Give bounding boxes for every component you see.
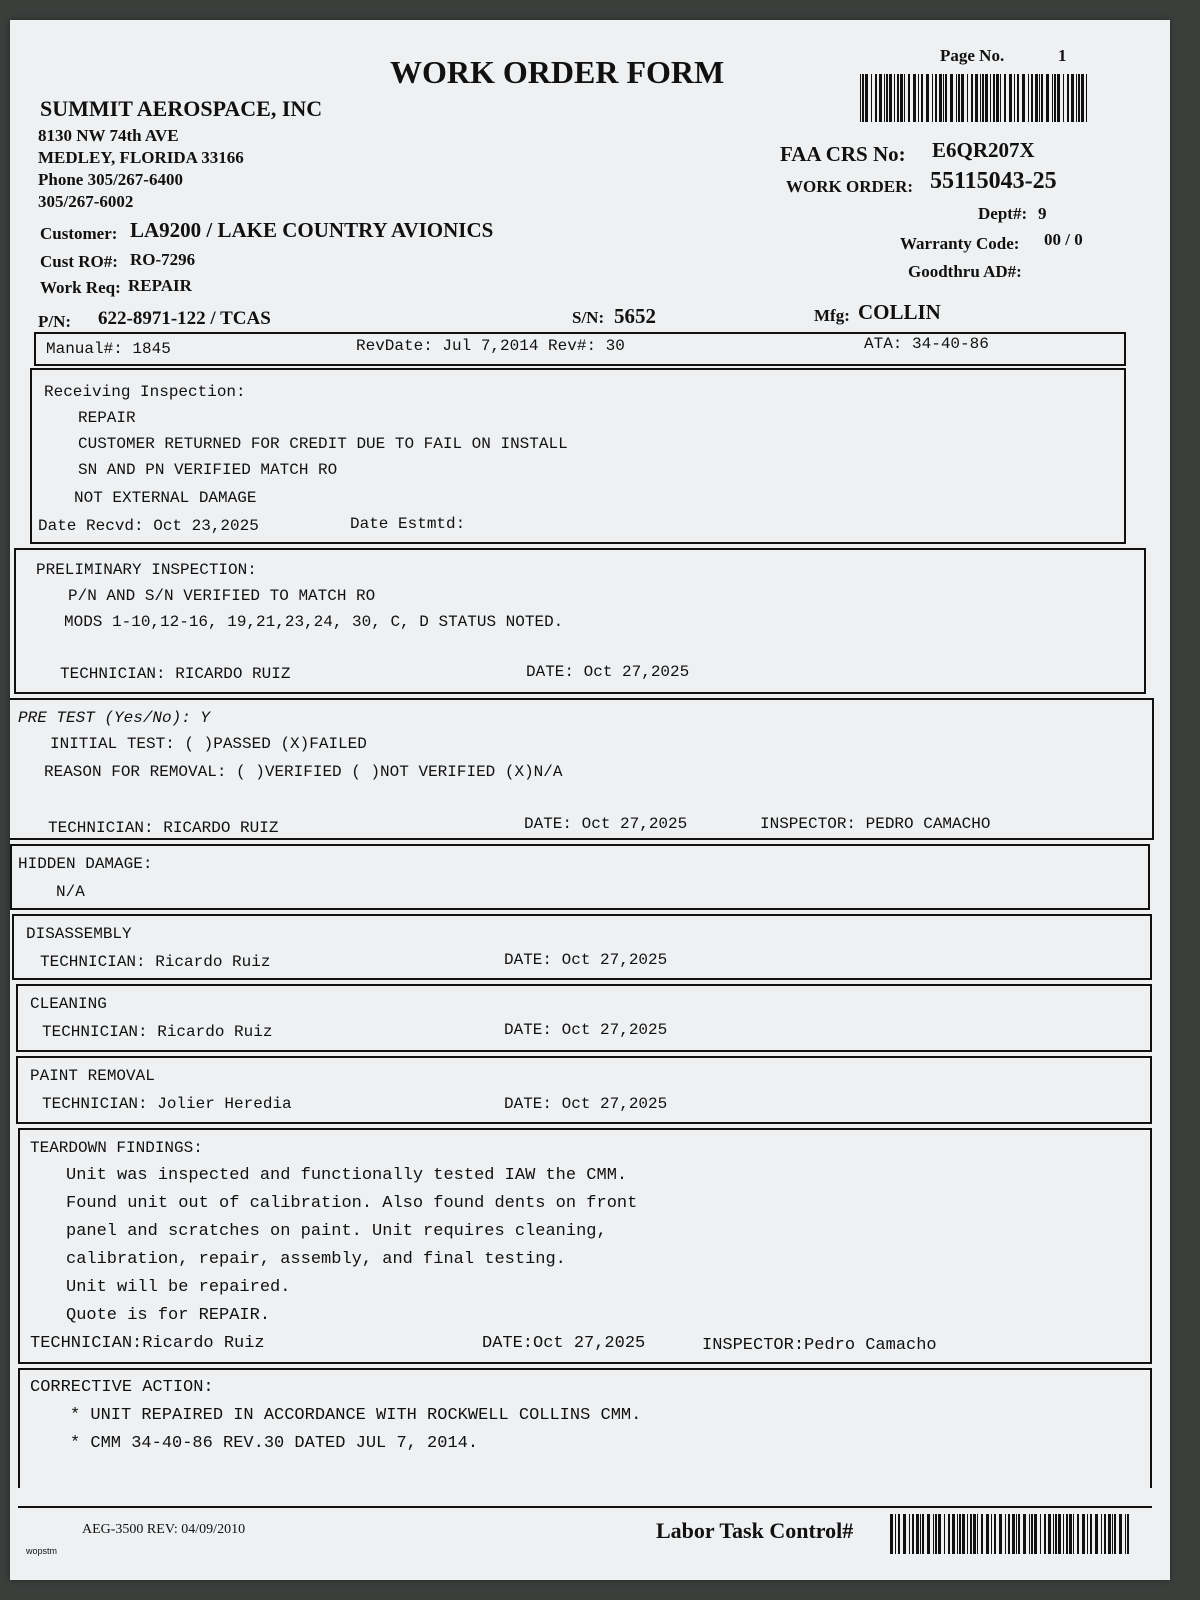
- cust-ro-label: Cust RO#:: [40, 252, 118, 271]
- hidden-damage-title: HIDDEN DAMAGE:: [18, 855, 153, 873]
- cust-ro-value: RO-7296: [130, 250, 196, 269]
- teardown-technician: TECHNICIAN:Ricardo Ruiz: [30, 1334, 265, 1353]
- corrective-title: CORRECTIVE ACTION:: [30, 1378, 214, 1397]
- preliminary-line: P/N AND S/N VERIFIED TO MATCH RO: [68, 587, 376, 605]
- disassembly-title: DISASSEMBLY: [26, 925, 132, 943]
- pre-test-title: PRE TEST (Yes/No): Y: [18, 709, 211, 727]
- preliminary-title: PRELIMINARY INSPECTION:: [36, 561, 257, 579]
- work-req-value: REPAIR: [128, 276, 192, 295]
- date-estimated: Date Estmtd:: [350, 515, 466, 533]
- dept-value: 9: [1038, 204, 1047, 223]
- preliminary-line: MODS 1-10,12-16, 19,21,23,24, 30, C, D STATUS NOTED.: [64, 613, 564, 631]
- teardown-line: Unit will be repaired.: [66, 1278, 291, 1297]
- pre-test-date: DATE: Oct 27,2025: [524, 815, 688, 833]
- receiving-line: REPAIR: [78, 409, 136, 427]
- work-order-barcode: [860, 74, 1090, 122]
- manual-number: Manual#: 1845: [46, 340, 171, 358]
- page-label: Page No.: [940, 46, 1005, 65]
- cleaning-title: CLEANING: [30, 995, 107, 1013]
- disassembly-technician: TECHNICIAN: Ricardo Ruiz: [40, 953, 271, 971]
- form-revision: AEG-3500 REV: 04/09/2010: [82, 1522, 246, 1537]
- work-order-sheet: [10, 20, 1170, 1580]
- warranty-label: Warranty Code:: [900, 234, 1020, 253]
- form-code: wopstm: [26, 1546, 58, 1556]
- pn-value: 622-8971-122 / TCAS: [98, 308, 271, 329]
- warranty-value: 00 / 0: [1044, 230, 1083, 249]
- customer-value: LA9200 / LAKE COUNTRY AVIONICS: [130, 218, 494, 242]
- preliminary-date: DATE: Oct 27,2025: [526, 663, 690, 681]
- teardown-line: Quote is for REPAIR.: [66, 1306, 271, 1325]
- preliminary-technician: TECHNICIAN: RICARDO RUIZ: [60, 665, 291, 683]
- hidden-damage-value: N/A: [56, 883, 85, 901]
- disassembly-date: DATE: Oct 27,2025: [504, 951, 668, 969]
- teardown-findings-section: [18, 1128, 1152, 1364]
- receiving-line: NOT EXTERNAL DAMAGE: [74, 489, 257, 507]
- mfg-value: COLLIN: [858, 300, 941, 324]
- manual-row: [34, 332, 1126, 366]
- sn-label: S/N:: [572, 308, 605, 327]
- customer-label: Customer:: [40, 224, 118, 243]
- receiving-line: CUSTOMER RETURNED FOR CREDIT DUE TO FAIL ON INSTALL: [78, 435, 568, 453]
- corrective-line: * CMM 34-40-86 REV.30 DATED JUL 7, 2014.: [70, 1434, 479, 1453]
- goodthru-label: Goodthru AD#:: [908, 262, 1022, 281]
- company-phone-1: Phone 305/267-6400: [38, 170, 183, 189]
- company-address-2: MEDLEY, FLORIDA 33166: [38, 148, 244, 167]
- teardown-line: calibration, repair, assembly, and final testing.: [66, 1250, 566, 1269]
- work-req-label: Work Req:: [40, 278, 121, 297]
- teardown-line: Unit was inspected and functionally tested IAW the CMM.: [66, 1166, 628, 1185]
- cleaning-section: [16, 984, 1152, 1052]
- reason-for-removal: REASON FOR REMOVAL: ( )VERIFIED ( )NOT VERIFIED (X)N/A: [44, 763, 563, 781]
- teardown-line: Found unit out of calibration. Also found dents on front: [66, 1194, 638, 1213]
- teardown-inspector: INSPECTOR:Pedro Camacho: [702, 1336, 937, 1355]
- receiving-inspection-section: [30, 368, 1126, 544]
- dept-label: Dept#:: [978, 204, 1028, 223]
- teardown-line: panel and scratches on paint. Unit requires cleaning,: [66, 1222, 607, 1241]
- date-received: Date Recvd: Oct 23,2025: [38, 517, 259, 535]
- sn-value: 5652: [614, 304, 656, 328]
- preliminary-inspection-section: [14, 548, 1146, 694]
- teardown-title: TEARDOWN FINDINGS:: [30, 1139, 203, 1157]
- corrective-line: * UNIT REPAIRED IN ACCORDANCE WITH ROCKWELL COLLINS CMM.: [70, 1406, 642, 1425]
- corrective-action-section: [18, 1368, 1152, 1488]
- ata-code: ATA: 34-40-86: [864, 335, 989, 353]
- rev-date: RevDate: Jul 7,2014 Rev#: 30: [356, 337, 625, 355]
- paint-removal-date: DATE: Oct 27,2025: [504, 1095, 668, 1113]
- company-address-1: 8130 NW 74th AVE: [38, 126, 179, 145]
- faa-crs-value: E6QR207X: [932, 138, 1035, 162]
- hidden-damage-section: [10, 844, 1150, 910]
- cleaning-date: DATE: Oct 27,2025: [504, 1021, 668, 1039]
- initial-test: INITIAL TEST: ( )PASSED (X)FAILED: [50, 735, 367, 753]
- paint-removal-section: [16, 1056, 1152, 1124]
- paint-removal-title: PAINT REMOVAL: [30, 1067, 155, 1085]
- company-name: SUMMIT AEROSPACE, INC: [40, 96, 323, 121]
- receiving-line: SN AND PN VERIFIED MATCH RO: [78, 461, 338, 479]
- work-order-label: WORK ORDER:: [786, 177, 914, 196]
- faa-crs-label: FAA CRS No:: [780, 142, 906, 166]
- pre-test-inspector: INSPECTOR: PEDRO CAMACHO: [760, 815, 991, 833]
- form-title: WORK ORDER FORM: [390, 54, 725, 90]
- teardown-date: DATE:Oct 27,2025: [482, 1334, 646, 1353]
- receiving-title: Receiving Inspection:: [44, 383, 246, 401]
- mfg-label: Mfg:: [814, 306, 850, 325]
- pre-test-section: [10, 698, 1154, 840]
- footer-rule: [18, 1506, 1152, 1508]
- work-order-number: 55115043-25: [930, 168, 1057, 194]
- page-number: 1: [1058, 46, 1067, 65]
- labor-task-barcode: [890, 1514, 1130, 1554]
- labor-task-control-label: Labor Task Control#: [656, 1518, 854, 1543]
- pre-test-technician: TECHNICIAN: RICARDO RUIZ: [48, 819, 279, 837]
- company-phone-2: 305/267-6002: [38, 192, 134, 211]
- paint-removal-technician: TECHNICIAN: Jolier Heredia: [42, 1095, 292, 1113]
- cleaning-technician: TECHNICIAN: Ricardo Ruiz: [42, 1023, 273, 1041]
- pn-label: P/N:: [38, 312, 72, 331]
- disassembly-section: [12, 914, 1152, 980]
